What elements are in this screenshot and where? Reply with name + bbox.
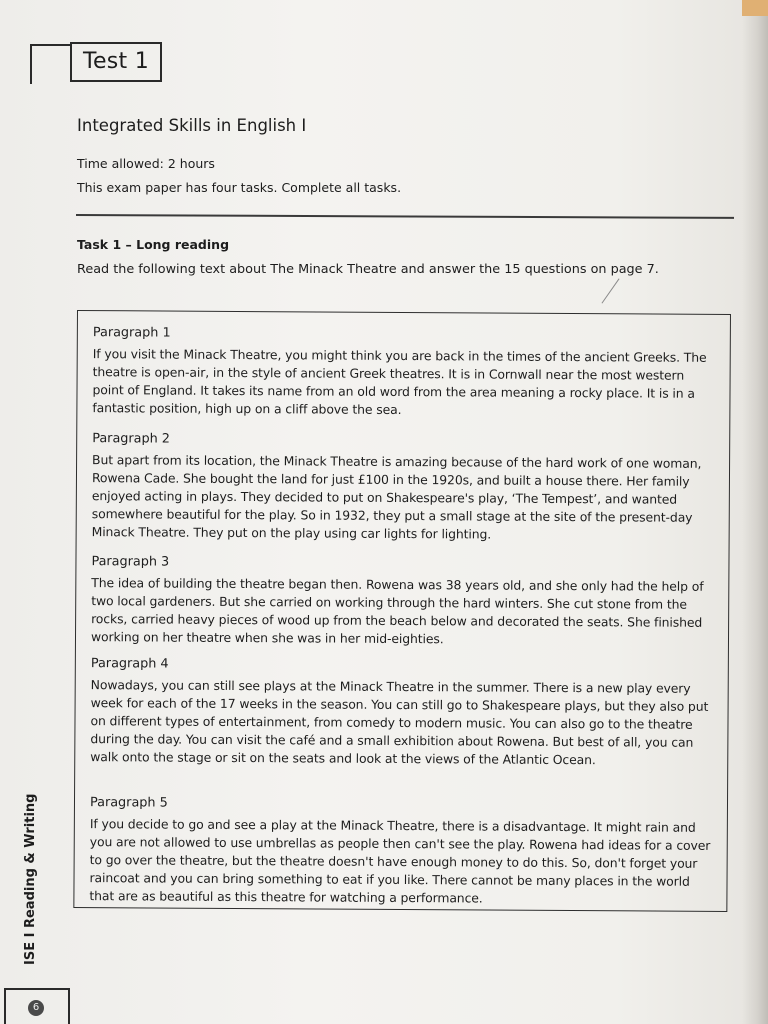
paragraph-3 <box>91 554 716 650</box>
divider-line <box>76 214 734 218</box>
bracket-bottom-left-edge <box>4 988 6 1024</box>
paragraph-body: Nowadays, you can still see plays at the Minack Theatre in the summer. There is a new play every week for each of the 17 weeks in the season. You can still go to Shakespeare plays, but they also put on different types of entertainment, from comedy to modern music. You can also go to the theatre during the day. You can visit the café and a small exhibition about Rowena. But best of all, you can walk onto the stage or sit on the seats and look at the views of the Atlantic Ocean. <box>90 677 709 768</box>
page-edge-shadow <box>742 0 768 1024</box>
exam-intro: This exam paper has four tasks. Complete all tasks. <box>77 180 402 195</box>
paragraph-title: Paragraph 5 <box>89 795 168 811</box>
task-heading: Task 1 – Long reading <box>77 237 230 252</box>
paragraph-body: If you decide to go and see a play at the Minack Theatre, there is a disadvantage. It might rain and you are not allowed to use umbrellas as people then can't see the play. Rowena had ideas for a cover to go over the theatre, but the theatre doesn't have enough money to do this. So, don't forget your raincoat and you can bring something to eat if you like. There cannot be many places in the world that are as beautiful as this theatre for watching a performance. <box>89 816 711 906</box>
paragraph-title: Paragraph 3 <box>91 554 170 570</box>
paragraph-1 <box>92 325 717 421</box>
paragraph-title: Paragraph 4 <box>90 656 169 672</box>
paragraph-title: Paragraph 2 <box>92 431 171 447</box>
bracket-bottom-right-edge <box>68 988 70 1024</box>
exam-title: Integrated Skills in English I <box>77 116 307 135</box>
paragraph-5 <box>89 795 714 909</box>
task-instruction: Read the following text about The Minack Theatre and answer the 15 questions on page 7. <box>77 262 659 277</box>
time-allowed: Time allowed: 2 hours <box>77 156 215 171</box>
reading-text-box <box>73 310 731 912</box>
paragraph-title: Paragraph 1 <box>92 325 171 341</box>
paragraph-4 <box>90 656 715 770</box>
paragraph-2 <box>92 431 717 545</box>
side-label: ISE I Reading & Writing <box>23 793 38 965</box>
corner-tab <box>742 0 768 16</box>
paragraph-body: If you visit the Minack Theatre, you might think you are back in the times of the ancient Greeks. The theatre is open-air, in the style of ancient Greek theatres. It is in Cornwall near the most western point of England. It takes its name from an old word from the area meaning a rocky place. It is in a fantastic position, high up on a cliff above the sea. <box>92 346 707 417</box>
corner-bracket-top <box>30 44 70 84</box>
test-label: Test 1 <box>70 42 162 82</box>
page-number: 6 <box>28 1000 44 1016</box>
paragraph-body: The idea of building the theatre began then. Rowena was 38 years old, and she only had the help of two local gardeners. But she carried on working through the hard winters. She cut stone from the rocks, carried heavy pieces of wood up from the beach below and decorated the seats. She finished working on her theatre when she was in her mid-eighties. <box>90 575 704 647</box>
paragraph-body: But apart from its location, the Minack Theatre is amazing because of the hard work of one woman, Rowena Cade. She bought the land for just £100 in the 1920s, and built a house there. Her family enjoyed acting in plays. They decided to put on Shakespeare's play, ‘The Tempest’, and wanted somewhere beautiful for the play. So in 1932, they put a small stage at the site of the present-day Minack Theatre. They put on the play using car lights for lighting. <box>91 452 702 542</box>
pen-mark <box>602 278 620 303</box>
